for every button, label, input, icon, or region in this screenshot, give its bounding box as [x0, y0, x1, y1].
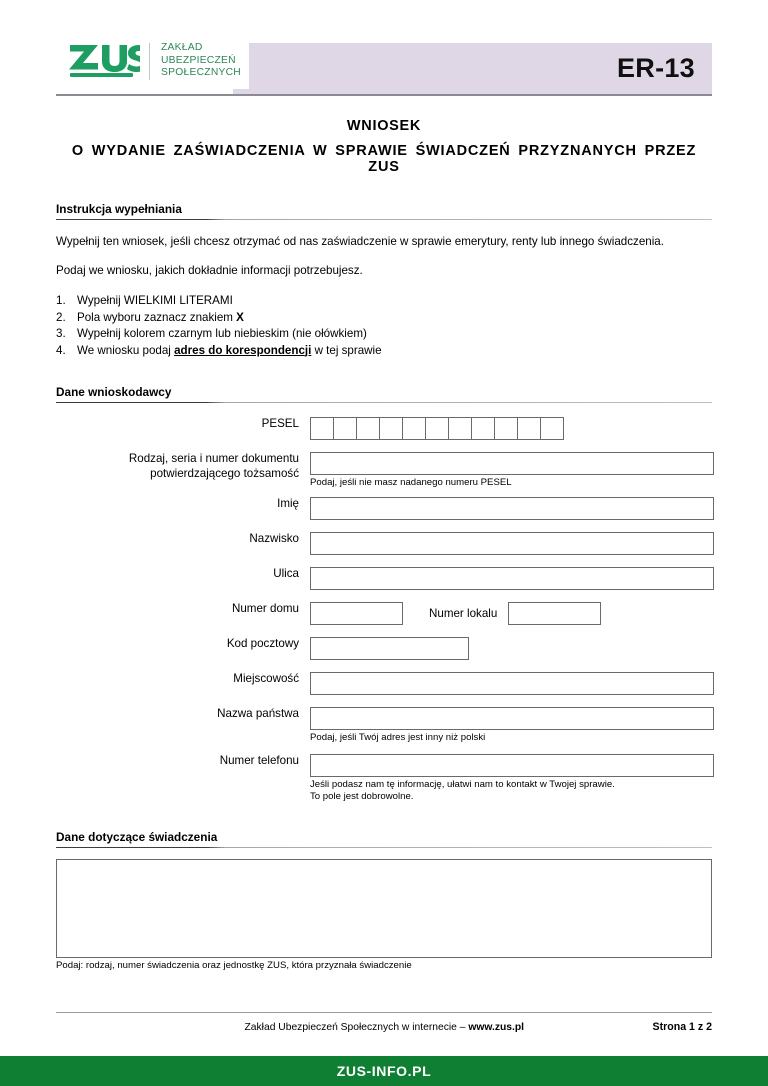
- phone-hint: [310, 779, 714, 803]
- page-footer: [56, 1012, 712, 1033]
- field-row-last-name: [56, 532, 712, 555]
- pesel-cell[interactable]: [380, 418, 403, 439]
- phone-hint-line2: To pole jest dobrowolne.: [310, 791, 414, 802]
- page-number: Strona 1 z 2: [652, 1021, 712, 1033]
- list-item-text: We wniosku podaj adres do korespondencji w tej sprawie: [77, 343, 382, 357]
- zus-logo-icon: [66, 42, 140, 80]
- masthead: [56, 33, 712, 95]
- organization-name: [161, 42, 241, 80]
- id-document-label-line2: potwierdzającego tożsamość: [150, 466, 299, 480]
- applicant-section-heading: [56, 385, 712, 403]
- pesel-cell[interactable]: [403, 418, 426, 439]
- site-banner-text: ZUS-INFO.PL: [336, 1063, 432, 1079]
- organization-name-line1: ZAKŁAD: [161, 42, 203, 54]
- postcode-input[interactable]: [310, 637, 469, 660]
- flat-number-input[interactable]: [508, 602, 601, 625]
- first-name-input[interactable]: [310, 497, 714, 520]
- id-document-hint: Podaj, jeśli nie masz nadanego numeru PESEL: [310, 477, 512, 488]
- list-item-text: Wypełnij WIELKIMI LITERAMI: [77, 294, 233, 307]
- organization-name-line2: UBEZPIECZEŃ: [161, 54, 236, 66]
- list-item-number: 1.: [56, 294, 66, 307]
- list-item-text: Wypełnij kolorem czarnym lub niebieskim (nie ołówkiem): [77, 327, 367, 340]
- pesel-cell[interactable]: [495, 418, 518, 439]
- flat-number-label: Numer lokalu: [429, 607, 498, 620]
- form-code-band: [233, 43, 712, 94]
- postcode-label: Kod pocztowy: [226, 637, 299, 650]
- list-item-emphasis: X: [236, 310, 244, 324]
- applicant-heading-rule: [56, 402, 712, 403]
- page-title: [56, 118, 712, 175]
- pesel-cell[interactable]: [449, 418, 472, 439]
- organization-name-line3: SPOŁECZNYCH: [161, 67, 241, 79]
- title-line-2: O WYDANIE ZAŚWIADCZENIA W SPRAWIE ŚWIADCZEŃ PRZYZNANYCH PRZEZ ZUS: [71, 143, 697, 175]
- pesel-cell[interactable]: [311, 418, 334, 439]
- pesel-cell[interactable]: [357, 418, 380, 439]
- footer-divider: [56, 1012, 712, 1013]
- list-item: [56, 310, 712, 326]
- pesel-cell[interactable]: [472, 418, 495, 439]
- street-label: Ulica: [273, 567, 299, 580]
- id-document-label-line1: Rodzaj, seria i numer dokumentu: [128, 452, 299, 465]
- list-item-emphasis: adres do korespondencji: [174, 343, 312, 357]
- footer-text-before: Zakład Ubezpieczeń Społecznych w internecie –: [244, 1021, 469, 1033]
- list-item-text: Pola wyboru zaznacz znakiem X: [77, 310, 244, 324]
- benefit-heading-label: Dane dotyczące świadczenia: [56, 830, 218, 844]
- field-row-street: [56, 567, 712, 590]
- form-code: ER-13: [616, 53, 695, 83]
- pesel-cell[interactable]: [426, 418, 449, 439]
- pesel-cell[interactable]: [541, 418, 563, 439]
- phone-label: Numer telefonu: [219, 754, 299, 767]
- list-item-number: 4.: [56, 343, 66, 357]
- benefit-section-heading: [56, 830, 712, 848]
- site-banner: [0, 1056, 768, 1086]
- field-row-first-name: [56, 497, 712, 520]
- applicant-heading-label: Dane wnioskodawcy: [56, 385, 172, 399]
- benefit-heading-rule: [56, 847, 712, 848]
- house-number-input[interactable]: [310, 602, 403, 625]
- footer-url[interactable]: www.zus.pl: [468, 1021, 524, 1033]
- instructions-paragraph-1: Wypełnij ten wniosek, jeśli chcesz otrzymać od nas zaświadczenie w sprawie emerytury, renty lub innego świadczenia.: [56, 235, 664, 248]
- list-item: [56, 293, 712, 309]
- masthead-divider: [56, 94, 712, 96]
- field-row-pesel: [56, 417, 712, 440]
- field-row-phone: [56, 754, 712, 803]
- id-document-label: [56, 452, 310, 481]
- list-item: [56, 343, 712, 359]
- applicant-form: [56, 417, 712, 803]
- country-input[interactable]: [310, 707, 714, 730]
- pesel-label: PESEL: [261, 417, 299, 430]
- instructions-heading-label: Instrukcja wypełniania: [56, 202, 182, 216]
- pesel-input[interactable]: [310, 417, 564, 440]
- zus-logo-block: [66, 33, 249, 89]
- list-item-number: 3.: [56, 327, 66, 340]
- city-input[interactable]: [310, 672, 714, 695]
- id-document-input[interactable]: [310, 452, 714, 475]
- last-name-label: Nazwisko: [249, 532, 299, 545]
- logo-divider: [149, 43, 150, 80]
- field-row-city: [56, 672, 712, 695]
- pesel-cell[interactable]: [518, 418, 541, 439]
- footer-website-text: [56, 1022, 653, 1033]
- title-line-1: WNIOSEK: [346, 118, 422, 134]
- field-row-id-document: [56, 452, 712, 489]
- phone-hint-line1: Jeśli podasz nam tę informację, ułatwi nam to kontakt w Twojej sprawie.: [310, 779, 615, 790]
- last-name-input[interactable]: [310, 532, 714, 555]
- pesel-cell[interactable]: [334, 418, 357, 439]
- instructions-paragraph-2: Podaj we wniosku, jakich dokładnie informacji potrzebujesz.: [56, 264, 363, 277]
- benefit-hint: Podaj: rodzaj, numer świadczenia oraz jednostkę ZUS, która przyznała świadczenie: [56, 960, 412, 971]
- house-number-label: Numer domu: [231, 602, 299, 615]
- street-input[interactable]: [310, 567, 714, 590]
- first-name-label: Imię: [277, 497, 299, 510]
- instructions-heading-rule: [56, 219, 712, 220]
- city-label: Miejscowość: [233, 672, 299, 685]
- instructions-section-heading: [56, 202, 712, 220]
- field-row-postcode: [56, 637, 712, 660]
- list-item: [56, 326, 712, 342]
- instructions-list: [56, 293, 712, 358]
- benefit-details-textarea[interactable]: [56, 859, 712, 958]
- country-label: Nazwa państwa: [217, 707, 299, 720]
- list-item-number: 2.: [56, 310, 66, 324]
- field-row-country: [56, 707, 712, 744]
- country-hint: Podaj, jeśli Twój adres jest inny niż polski: [310, 732, 486, 743]
- field-row-house-flat: [56, 602, 712, 625]
- phone-input[interactable]: [310, 754, 714, 777]
